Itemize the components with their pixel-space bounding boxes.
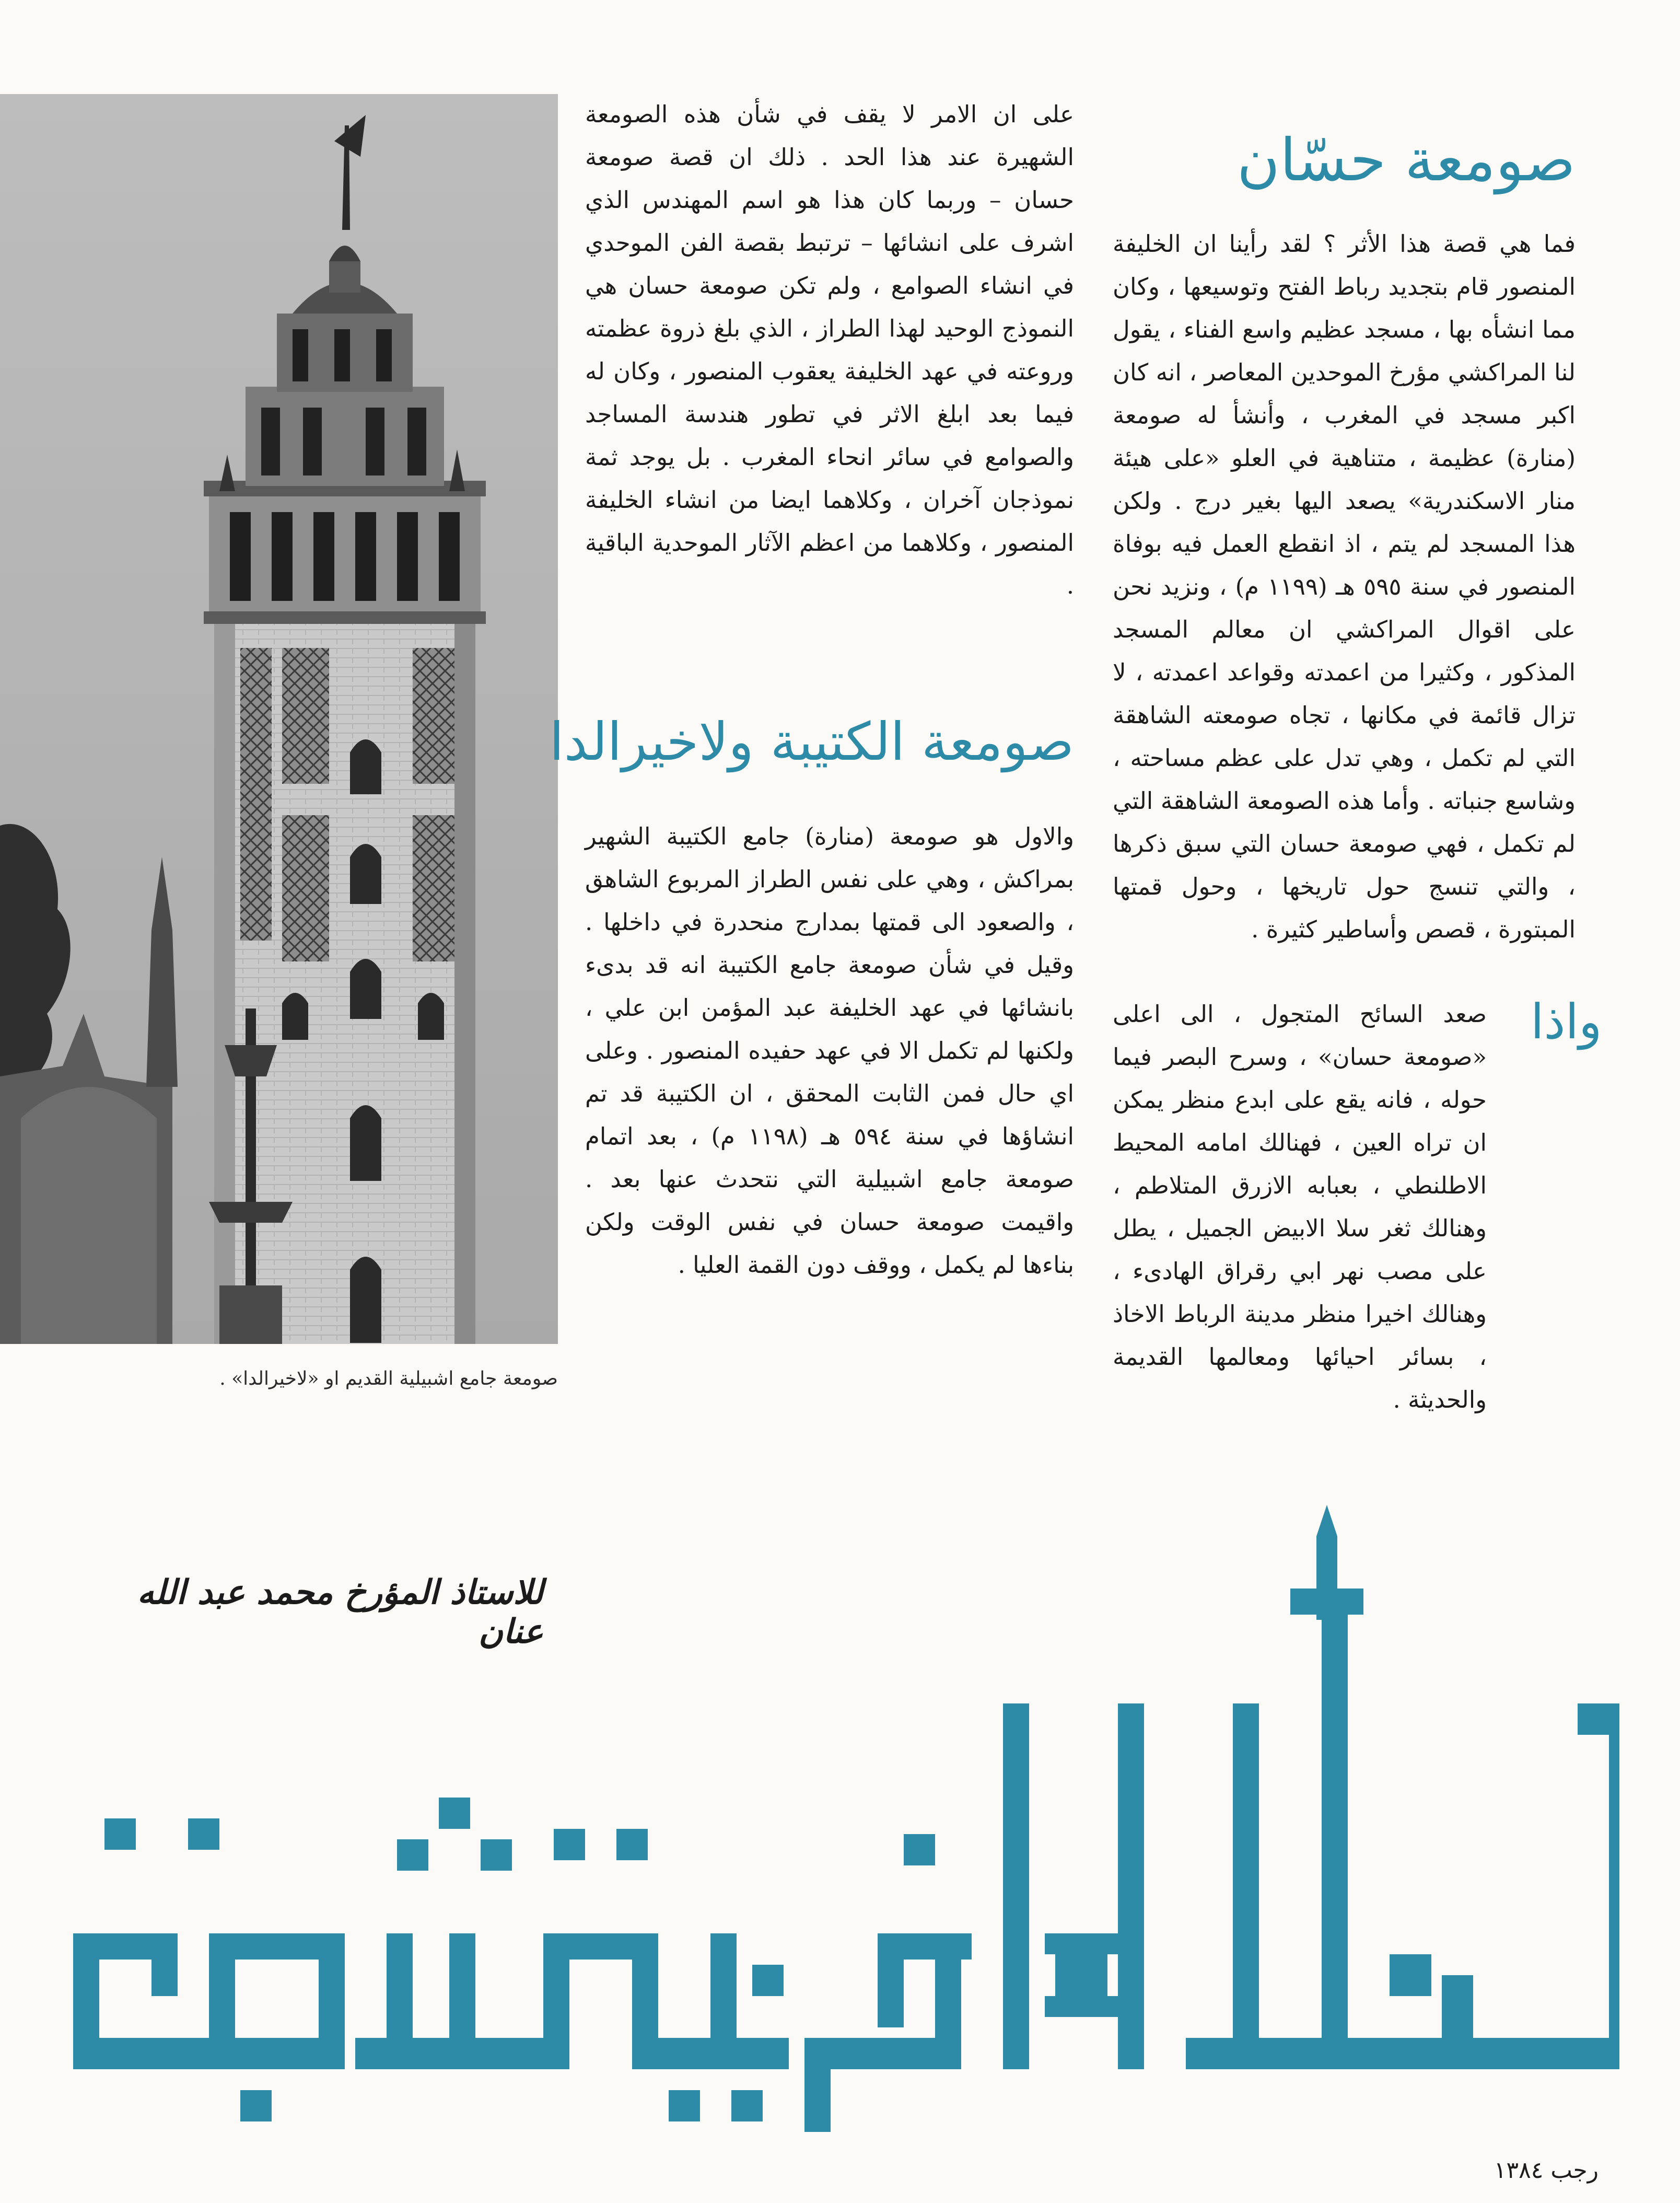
kufic-title [73, 1505, 1619, 2148]
author-byline: للاستاذ المؤرخ محمد عبد الله عنان [137, 1573, 543, 1651]
issue-date: رجب ١٣٨٤ [1494, 2157, 1599, 2184]
giralda-photo [0, 94, 558, 1344]
heading-hassan-minaret: صومعة حسّان [1236, 126, 1576, 194]
photo-caption: صومعة جامع اشبيلية القديم او «لاخيرالدا» . [219, 1368, 558, 1389]
article-text-middle-top: على ان الامر لا يقف في شأن هذه الصومعة الشهيرة عند هذا الحد . ذلك ان قصة صومعة حسان – وربما كان هذا هو اسم المهندس الذي اشرف على انشائها – ترتبط بقصة الفن الموحدي في انشاء الصوامع ، ولم تكن صومعة حسان هي النموذج الوحيد لهذا الطراز ، الذي بلغ ذروة عظمته وروعته في عهد الخليفة يعقوب المنصور ، وكان له فيما بعد ابلغ الاثر في تطور هندسة المساجد والصوامع في سائر انحاء المغرب . بل يوجد ثمة نموذجان آخران ، وكلاهما ايضا من انشاء الخليفة المنصور ، وكلاهما من اعظم الآثار الموحدية الباقية . [585, 100, 1074, 599]
article-text-middle-bottom: والاول هو صومعة (منارة) جامع الكتيبة الشهير بمراكش ، وهي على نفس الطراز المربوع الشاهق ، والصعود الى قمتها بمدارج منحدرة في داخلها . وقيل في شأن صومعة جامع الكتيبة انه قد بدىء بانشائها في عهد الخليفة عبد المؤمن ابن علي ، ولكنها لم تكمل الا في عهد حفيده المنصور . وعلى اي حال فمن الثابت المحقق ، ان الكتيبة قد تم انشاؤها في سنة ٥٩٤ هـ (١١٩٨ م) ، بعد اتمام صومعة جامع اشبيلية التي نتحدث عنها بعد . واقيمت صومعة حسان في نفس الوقت ولكن بناءها لم يكمل ، ووقف دون القمة العليا . [585, 822, 1074, 1279]
heading-koutoubia-giralda: صومعة الكتيبة ولاخيرالدا [549, 711, 1074, 772]
article-text-right: فما هي قصة هذا الأثر ؟ لقد رأينا ان الخليفة المنصور قام بتجديد رباط الفتح وتوسيعها ، وكان مما انشأه بها ، مسجد عظيم واسع الفناء ، يقول لنا المراكشي مؤرخ الموحدين المعاصر ، انه كان اكبر مسجد في المغرب ، وأنشأ له صومعة (منارة) عظيمة ، متناهية في العلو «على هيئة منار الاسكندرية» يصعد اليها بغير درج . ولكن هذا المسجد لم يتم ، اذ انقطع العمل فيه بوفاة المنصور في سنة ٥٩٥ هـ (١١٩٩ م) ، ونزيد نحن على اقوال المراكشي ان معالم المسجد المذكور ، وكثيرا من اعمدته وقواعد اعمدته ، لا تزال قائمة في مكانها ، تجاه صومعته الشاهقة التي لم تكمل ، وهي تدل على عظم مساحته ، وشاسع جنباته . وأما هذه الصومعة الشاهقة التي لم تكمل ، فهي صومعة حسان التي سبق ذكرها ، والتي تنسج حول تاريخها ، وحول قمتها المبتورة ، قصص وأساطير كثيرة . [1113, 230, 1576, 943]
article-paragraph: صعد السائح المتجول ، الى اعلى «صومعة حسان» ، وسرح البصر فيما حوله ، فانه يقع على ابدع منظر يمكن ان تراه العين ، فهنالك امامه المحيط الاطلنطي ، بعبابه الازرق المتلاطم ، وهنالك ثغر سلا الابيض الجميل ، يطل على مصب نهر ابي رقراق الهادىء ، وهنالك اخيرا منظر مدينة الرباط الاخاذ ، بسائر احيائها ومعالمها القديمة والحديثة . [1113, 1000, 1487, 1413]
drop-word: واذا [1531, 994, 1602, 1050]
article-text-right-lower [1113, 993, 1576, 1421]
